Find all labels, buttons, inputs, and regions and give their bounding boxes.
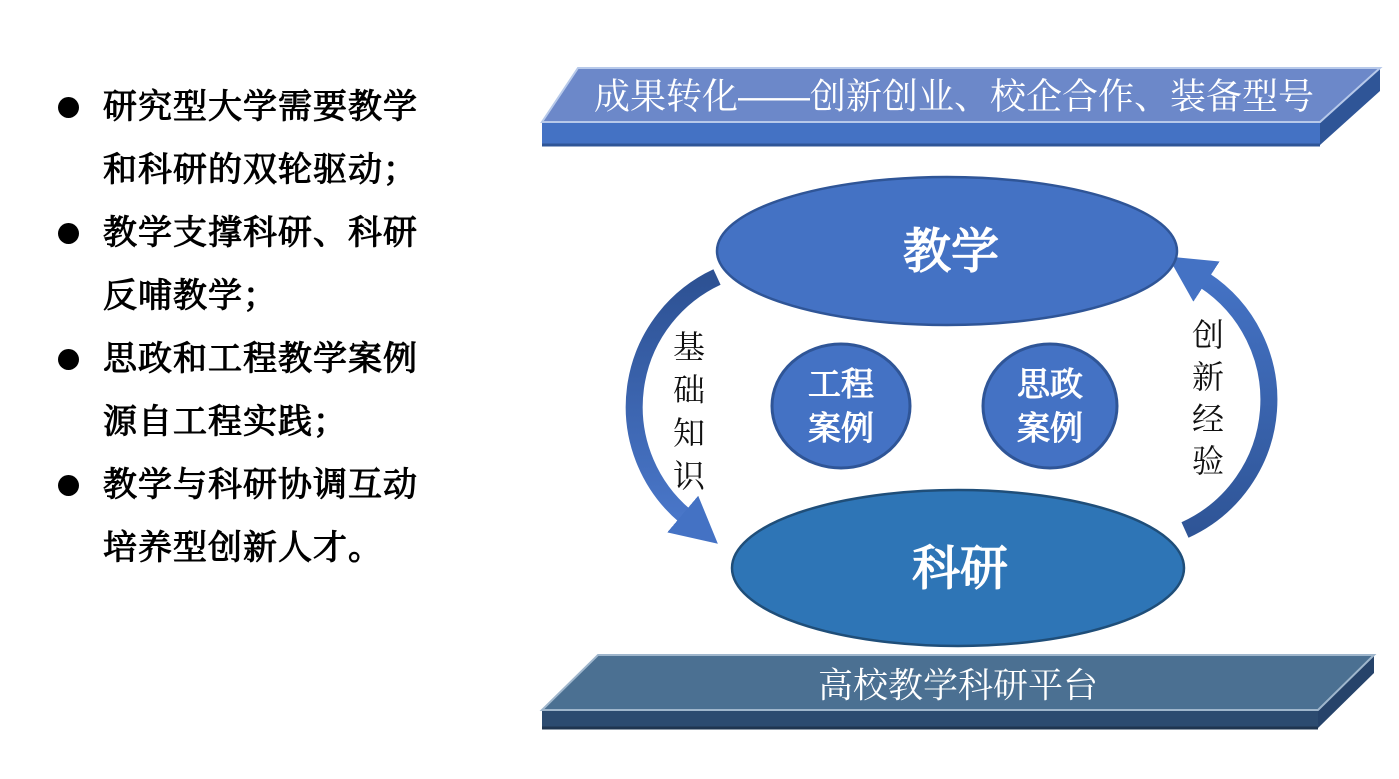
left-arrow-label: 基础知识 xyxy=(672,329,706,494)
bullet-dot-icon xyxy=(58,349,79,370)
teaching-label: 教学 xyxy=(902,225,1000,279)
bullet-dot-icon xyxy=(58,223,79,244)
bullet-item xyxy=(58,454,498,580)
top-banner-label: 成果转化——创新创业、校企合作、装备型号 xyxy=(593,75,1315,117)
bottom-banner-front-face xyxy=(542,710,1318,728)
ideology-case-line1: 思政 xyxy=(1017,365,1083,403)
cycle-diagram xyxy=(530,58,1395,748)
bullet-dot-icon xyxy=(58,97,79,118)
bullet-list xyxy=(58,76,498,580)
bullet-line: 反哺教学； xyxy=(103,277,278,315)
bullet-line: 思政和工程教学案例 xyxy=(103,340,418,378)
engineering-case-line1: 工程 xyxy=(808,365,874,403)
bullet-line: 源自工程实践； xyxy=(103,403,348,441)
bullet-line: 教学支撑科研、科研 xyxy=(103,214,418,252)
research-label: 科研 xyxy=(911,542,1009,596)
top-banner-front-face xyxy=(542,122,1320,145)
bullet-line: 教学与科研协调互动 xyxy=(103,466,418,504)
top-banner xyxy=(542,68,1380,145)
ideology-case-circle xyxy=(983,344,1117,468)
engineering-case-circle xyxy=(772,344,910,468)
bottom-banner xyxy=(542,655,1374,728)
bullet-line: 培养型创新人才。 xyxy=(103,529,383,567)
bullet-item xyxy=(58,328,498,454)
right-arrow-label: 创新经验 xyxy=(1191,317,1225,479)
bullet-item xyxy=(58,76,498,202)
bullet-line: 和科研的双轮驱动； xyxy=(103,151,418,189)
bullet-item xyxy=(58,202,498,328)
ideology-case-line2: 案例 xyxy=(1017,409,1083,447)
engineering-case-line2: 案例 xyxy=(808,409,874,447)
bullet-line: 研究型大学需要教学 xyxy=(103,88,418,126)
bottom-banner-label: 高校教学科研平台 xyxy=(817,666,1099,706)
bullet-dot-icon xyxy=(58,475,79,496)
